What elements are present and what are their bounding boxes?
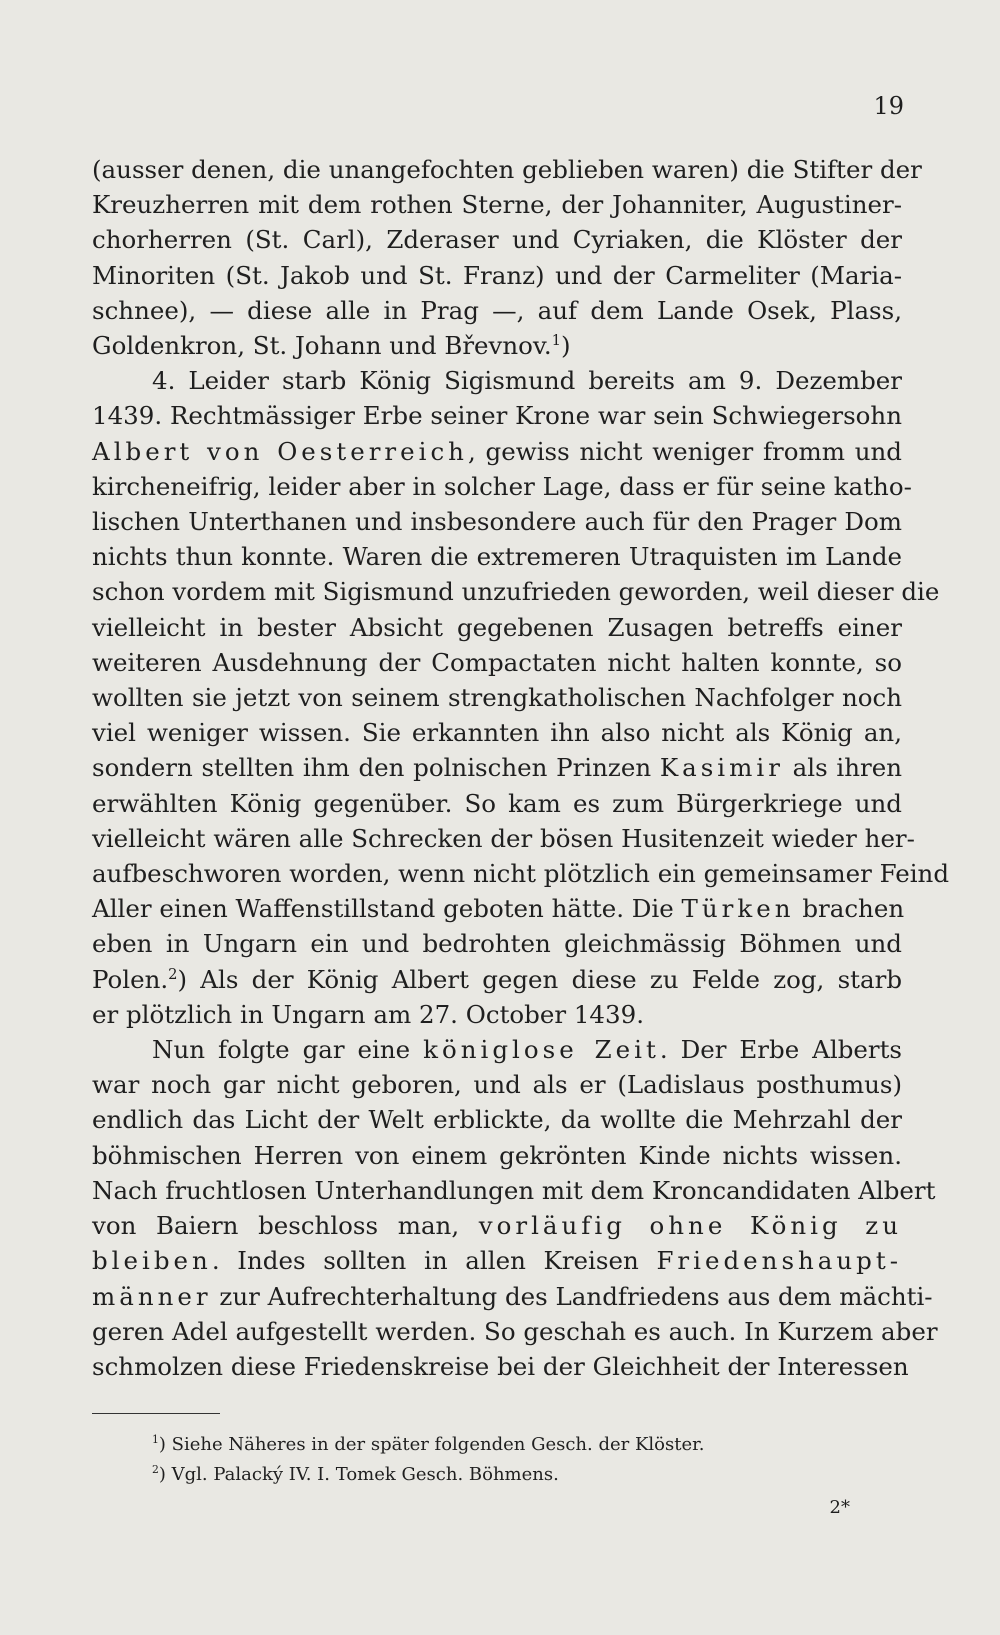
text-line: wollten sie jetzt von seinem strengkatholischen Nachfolger noch <box>92 683 902 713</box>
text-line: Kreuzherren mit dem rothen Sterne, der Johanniter, Augustiner- <box>92 190 902 220</box>
spaced-phrase: bleiben <box>92 1246 212 1276</box>
line-text: Polen. <box>92 964 169 994</box>
text-line: lischen Unterthanen und insbesondere auch für den Prager Dom <box>92 507 902 537</box>
page-number: 19 <box>873 92 904 120</box>
spaced-phrase: Friedenshaupt- <box>656 1246 902 1276</box>
footnotes <box>152 1430 872 1490</box>
line-text: Nun folgte gar eine <box>152 1035 411 1065</box>
spaced-name: Türken <box>681 894 795 924</box>
line-text: Goldenkron, St. Johann und Břevnov. <box>92 331 552 361</box>
line-text: brachen <box>802 894 905 924</box>
text-line <box>92 891 905 926</box>
text-line: (ausser denen, die unangefochten geblieben waren) die Stifter der <box>92 155 922 184</box>
text-line <box>92 434 902 469</box>
spaced-phrase: männer <box>92 1281 212 1311</box>
text-line: geren Adel aufgestellt werden. So geschah es auch. In Kurzem aber <box>92 1316 938 1346</box>
text-line: 4. Leider starb König Sigismund bereits am 9. Dezember <box>152 366 902 396</box>
text-line: vielleicht wären alle Schrecken der bösen Husitenzeit wieder her- <box>92 823 915 853</box>
text-line: Goldenkron, St. Johann und Břevnov.$^1$) <box>92 331 571 361</box>
footnote-1: $^1$) Siehe Näheres in der später folgenden Gesch. der Klöster. <box>152 1433 705 1455</box>
line-text: zur Aufrechterhaltung des Landfriedens aus dem mächti- <box>219 1281 933 1311</box>
footnote-2: $^2$) Vgl. Palacký IV. I. Tomek Gesch. Böhmens. <box>152 1463 559 1485</box>
text-line <box>92 1032 902 1067</box>
text-line: 1439. Rechtmässiger Erbe seiner Krone war sein Schwiegersohn <box>92 401 902 431</box>
text-line: er plötzlich in Ungarn am 27. October 1439. <box>92 999 644 1029</box>
text-line: Minoriten (St. Jakob und St. Franz) und der Carmeliter (Maria- <box>92 260 902 290</box>
footnote-mark: 2 <box>152 1463 159 1476</box>
signature-mark: 2* <box>829 1497 850 1518</box>
text-line: weiteren Ausdehnung der Compactaten nicht halten konnte, so <box>92 647 902 677</box>
text-line: Nach fruchtlosen Unterhandlungen mit dem Kroncandidaten Albert <box>92 1175 936 1205</box>
line-text: von Baiern beschloss man, <box>92 1211 460 1241</box>
line-text: Aller einen Waffenstillstand geboten hätte. Die <box>92 894 674 924</box>
text-line: viel weniger wissen. Sie erkannten ihn also nicht als König an, <box>92 718 902 748</box>
footnote-ref: 1 <box>551 331 561 349</box>
text-line: schon vordem mit Sigismund unzufrieden geworden, weil dieser die <box>92 577 940 607</box>
body-text <box>92 152 950 1384</box>
line-text: , gewiss nicht weniger fromm und <box>467 436 902 466</box>
spaced-phrase: vorläufig ohne König zu <box>478 1211 902 1241</box>
text-line: erwählten König gegenüber. So kam es zum Bürgerkriege und <box>92 788 902 818</box>
spaced-name: Albert von Oesterreich <box>92 436 468 466</box>
text-line: endlich das Licht der Welt erblickte, da wollte die Mehrzahl der <box>92 1105 902 1135</box>
footnote-ref: 2 <box>168 965 178 983</box>
text-line: vielleicht in bester Absicht gegebenen Zusagen betreffs einer <box>92 612 902 642</box>
text-line <box>92 1243 902 1278</box>
footnote-text: Vgl. Palacký IV. I. Tomek Gesch. Böhmens. <box>171 1464 559 1485</box>
footnote-text: Siehe Näheres in der später folgenden Gesch. der Klöster. <box>171 1434 705 1455</box>
text-line: nichts thun konnte. Waren die extremeren Utraquisten im Lande <box>92 542 902 572</box>
footnote-divider <box>92 1413 220 1414</box>
line-text: sondern stellten ihm den polnischen Prinzen <box>92 753 652 783</box>
text-line <box>92 1208 902 1243</box>
text-line: chorherren (St. Carl), Zderaser und Cyriaken, die Klöster der <box>92 225 902 255</box>
text-line: aufbeschworen worden, wenn nicht plötzlich ein gemeinsamer Feind <box>92 859 950 889</box>
text-line: war noch gar nicht geboren, und als er (Ladislaus posthumus) <box>92 1070 902 1100</box>
line-text: . Indes sollten in allen Kreisen <box>211 1246 639 1276</box>
spaced-name: Kasimir <box>659 753 784 783</box>
line-text: als ihren <box>792 753 902 783</box>
text-line <box>92 1279 933 1314</box>
text-line <box>92 750 902 785</box>
text-line: böhmischen Herren von einem gekrönten Kinde nichts wissen. <box>92 1140 902 1170</box>
line-text: . Der Erbe Alberts <box>659 1035 902 1065</box>
text-line: Polen.$^2$) Als der König Albert gegen diese zu Felde zog, starb <box>92 964 902 994</box>
text-line: schmolzen diese Friedenskreise bei der Gleichheit der Interessen <box>92 1351 909 1381</box>
text-line: eben in Ungarn ein und bedrohten gleichmässig Böhmen und <box>92 929 902 959</box>
line-text: Als der König Albert gegen diese zu Felde zog, starb <box>187 964 902 994</box>
text-line: kircheneifrig, leider aber in solcher Lage, dass er für seine katho- <box>92 471 912 501</box>
footnote-mark: 1 <box>152 1433 159 1446</box>
text-line: schnee), — diese alle in Prag —, auf dem Lande Osek, Plass, <box>92 295 902 325</box>
spaced-phrase: königlose Zeit <box>423 1035 660 1065</box>
